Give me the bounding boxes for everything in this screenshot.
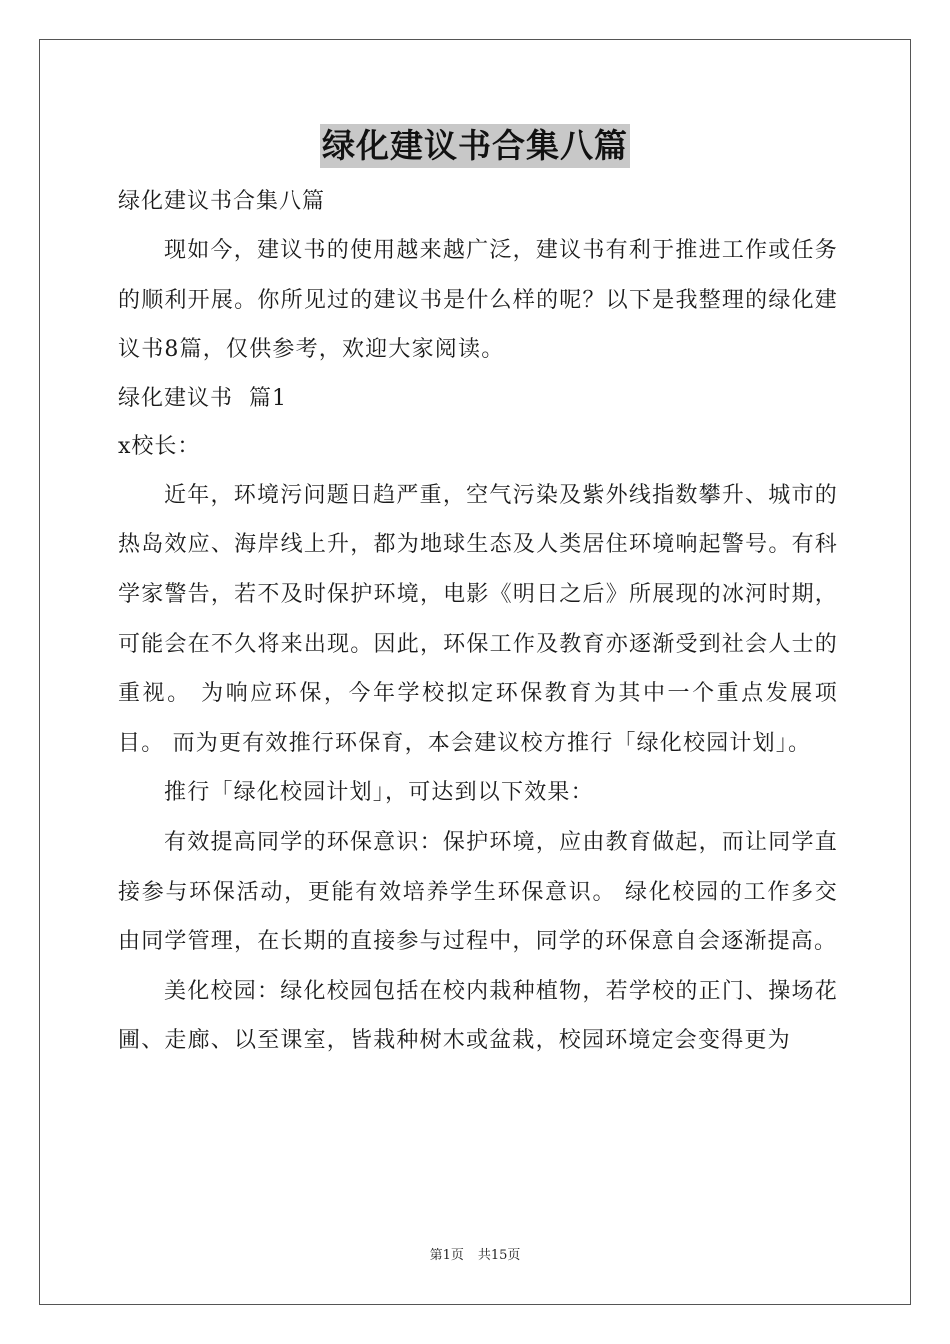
title-area xyxy=(0,124,950,168)
page-total: 共15页 xyxy=(477,1248,521,1263)
body-paragraph: 推行「绿化校园计划」，可达到以下效果： xyxy=(164,780,594,806)
document-subtitle: 绿化建议书合集八篇 xyxy=(118,189,326,214)
intro-paragraph: 现如今，建议书的使用越来越广泛，建议书有利于推进工作或任务的顺利开展。你所见过的建议书是什么样的呢？以下是我整理的绿化建议书8篇，仅供参考，欢迎大家阅读。 xyxy=(118,238,838,363)
body-paragraph: 有效提高同学的环保意识：保护环境，应由教育做起，而让同学直接参与环保活动，更能有效培养学生环保意识。 绿化校园的工作多交由同学管理，在长期的直接参与过程中，同学的环保意自会逐渐提高。 xyxy=(118,829,838,955)
section-heading: 绿化建议书 篇1 xyxy=(118,385,287,411)
body-paragraph: 美化校园：绿化校园包括在校内栽种植物，若学校的正门、操场花圃、走廊、以至课室，皆栽种树木或盆栽，校园环境定会变得更为 xyxy=(118,978,838,1054)
document-title: 绿化建议书合集八篇 xyxy=(320,124,630,168)
body-paragraph: 近年，环境污问题日趋严重，空气污染及紫外线指数攀升、城市的热岛效应、海岸线上升，都为地球生态及人类居住环境响起警号。有科学家警告，若不及时保护环境，电影《明日之后》所展现的冰河时期，可能会在不久将来出现。因此，环保工作及教育亦逐渐受到社会人士的重视。 为响应环保，今年学校拟定环保教育为其中一个重点发展项目。 而为更有效推行环保育，本会建议校方推行「绿化校园计划」。 xyxy=(118,482,838,756)
salutation: x校长： xyxy=(118,433,201,459)
page-footer xyxy=(0,1247,950,1265)
page-number: 第1页 xyxy=(429,1248,464,1263)
document-body xyxy=(118,178,838,1066)
